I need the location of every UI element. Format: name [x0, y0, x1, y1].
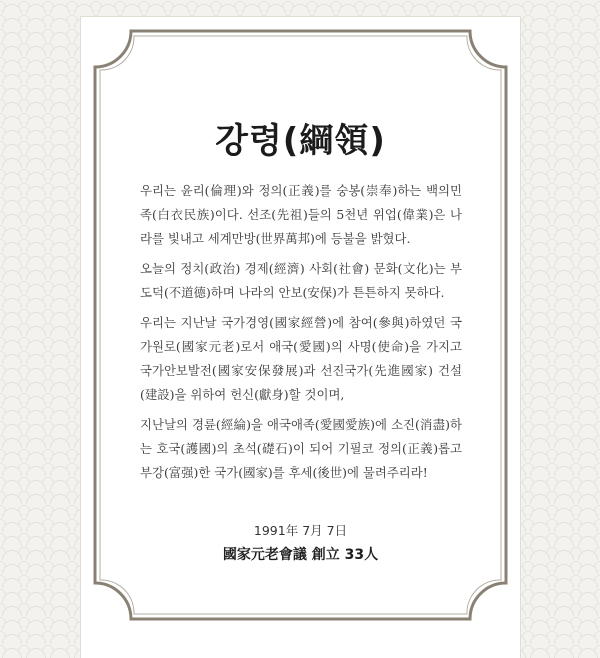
paragraph: 지난날의 경륜(經綸)을 애국애족(愛國愛族)에 소진(消盡)하는 호국(護國)의 초석(礎石)이 되어 기필코 정의(正義)롭고 부강(富强)한 국가(國家)를 후세(後世)에 물려주리라!	[140, 417, 462, 480]
paragraph: 우리는 윤리(倫理)와 정의(正義)를 숭봉(崇奉)하는 백의민족(白衣民族)이다. 선조(先祖)들의 5천년 위업(偉業)은 나라를 빛내고 세계만방(世界萬邦)에 등불을 밝혔다.	[140, 183, 462, 246]
paragraph: 우리는 지난날 국가경영(國家經營)에 참여(參與)하였던 국가원로(國家元老)로서 애국(愛國)의 사명(使命)을 가지고 국가안보발전(國家安保發展)과 선진국가(先進國家) 건설(建設)을 위하여 헌신(獻身)할 것이며,	[140, 315, 462, 402]
document-sheet	[81, 17, 520, 658]
document-signature: 國家元老會議 創立 33人	[222, 547, 379, 563]
paragraph: 오늘의 정치(政治) 경제(經濟) 사회(社會) 문화(文化)는 부도덕(不道德)하며 나라의 안보(安保)가 튼튼하지 못하다.	[140, 261, 462, 300]
document-date: 1991年 7月 7日	[253, 523, 348, 538]
document-body	[140, 179, 462, 491]
document-title: 강령(綱領)	[215, 121, 386, 161]
